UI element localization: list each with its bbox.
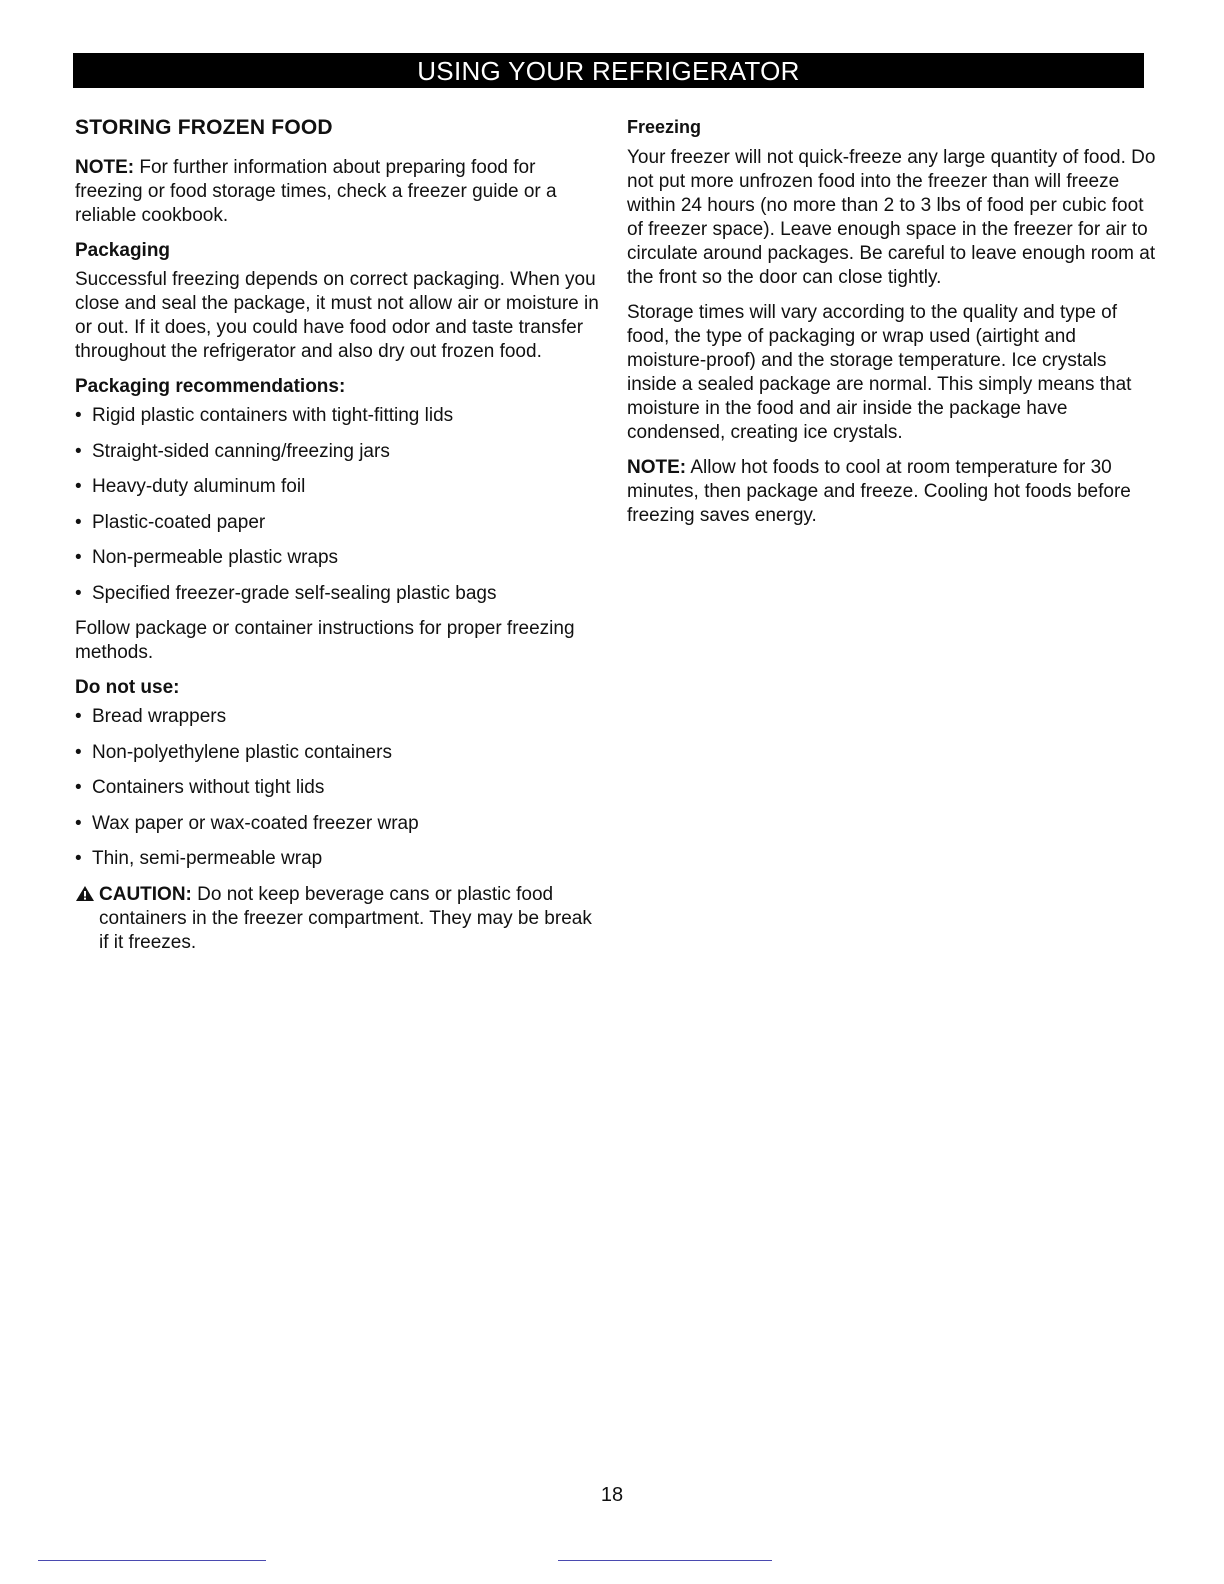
freezing-text: Your freezer will not quick-freeze any large quantity of food. Do not put more unfrozen food into the freezer than will freeze within 24 hours (no more than 2 to 3 lbs of food per cubic foot of freezer space). Leave enough space in the freezer for air to circulate around packages. Be careful to leave enough room at the front so the door can close tightly. xyxy=(627,147,1156,288)
list-item: • Thin, semi-permeable wrap xyxy=(75,848,323,869)
follow-instructions-text: Follow package or container instructions for proper freezing methods. xyxy=(75,618,575,663)
list-item: • Straight-sided canning/freezing jars xyxy=(75,440,390,462)
list-item: • Non-polyethylene plastic containers xyxy=(75,741,392,763)
note-text: Allow hot foods to cool at room temperature for 30 minutes, then package and freeze. Cooling hot foods before freezing saves energy. xyxy=(627,457,1131,526)
list-item: • Rigid plastic containers with tight-fitting lids xyxy=(75,405,454,426)
do-not-use-list xyxy=(75,705,600,871)
warning-icon xyxy=(75,885,95,902)
list-item: • Heavy-duty aluminum foil xyxy=(75,476,306,497)
caution-text: Do not keep beverage cans or plastic food containers in the freezer compartment. They may be break if it freezes. xyxy=(99,883,592,953)
list-item: • Non-permeable plastic wraps xyxy=(75,547,339,568)
note-text: For further information about preparing food for freezing or food storage times, check a freezer guide or a reliable cookbook. xyxy=(75,157,557,226)
recommendations-heading: Packaging recommendations: xyxy=(75,376,346,397)
packaging-text: Successful freezing depends on correct packaging. When you close and seal the package, it must not allow air or moisture in or out. If it does, you could have food odor and taste transfer throughout the refrigerator and also dry out frozen food. xyxy=(75,269,599,362)
recommendations-list xyxy=(75,404,600,606)
section-title: USING YOUR REFRIGERATOR xyxy=(417,56,800,86)
storage-times-text: Storage times will vary according to the quality and type of food, the type of packaging or wrap used (airtight and moisture-proof) and the storage temperature. Ice crystals inside a sealed package are normal. This simply means that moisture in the food and air inside the package have condensed, creating ice crystals. xyxy=(627,302,1132,443)
right-column xyxy=(627,112,1157,539)
footer-divider xyxy=(38,1560,266,1561)
page-number: 18 xyxy=(600,1484,624,1506)
caution-label: CAUTION: xyxy=(99,883,192,905)
list-item: • Specified freezer-grade self-sealing plastic bags xyxy=(75,582,497,604)
note-paragraph xyxy=(75,156,600,228)
list-item: • Wax paper or wax-coated freezer wrap xyxy=(75,812,419,834)
freezing-heading: Freezing xyxy=(627,117,702,137)
note-paragraph xyxy=(627,456,1157,528)
caution-paragraph xyxy=(75,883,600,955)
list-item: • Containers without tight lids xyxy=(75,777,325,798)
footer-divider xyxy=(558,1560,772,1561)
section-banner xyxy=(73,53,1144,88)
do-not-use-heading: Do not use: xyxy=(75,677,180,698)
list-item: • Plastic-coated paper xyxy=(75,511,266,533)
note-label: NOTE: xyxy=(627,457,687,478)
storing-frozen-food-heading: STORING FROZEN FOOD xyxy=(75,116,333,139)
list-item: • Bread wrappers xyxy=(75,706,227,727)
packaging-heading: Packaging xyxy=(75,240,171,261)
note-label: NOTE: xyxy=(75,157,135,178)
left-column xyxy=(75,112,600,955)
